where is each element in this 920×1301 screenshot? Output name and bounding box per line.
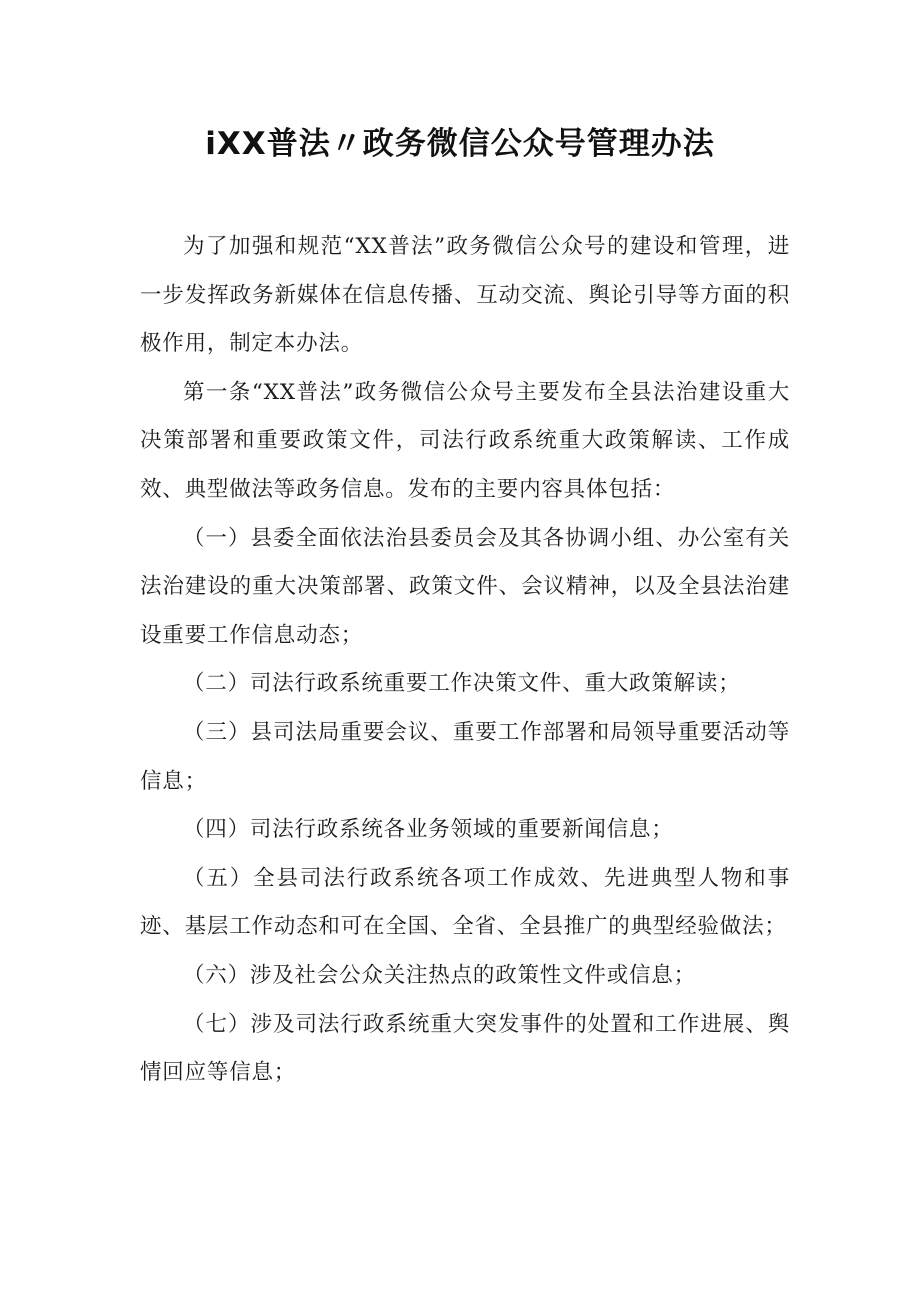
paragraph-intro: 为了加强和规范“XX普法”政务微信公众号的建设和管理，进一步发挥政务新媒体在信息传播、互动交流、舆论引导等方面的积极作用，制定本办法。: [140, 234, 790, 357]
paragraph-item-7: （七）涉及司法行政系统重大突发事件的处置和工作进展、舆情回应等信息；: [140, 1011, 790, 1086]
paragraph-item-2: （二）司法行政系统重要工作决策文件、重大政策解读；: [183, 671, 741, 697]
document-title: ⅰXX普法〃政务微信公众号管理办法: [205, 126, 715, 162]
paragraph-item-5: （五）全县司法行政系统各项工作成效、先进典型人物和事迹、基层工作动态和可在全国、全省、全县推广的典型经验做法；: [140, 865, 790, 940]
paragraph-item-4: （四）司法行政系统各业务领域的重要新闻信息；: [183, 817, 674, 843]
paragraph-article-1: 第一条“XX普法”政务微信公众号主要发布全县法治建设重大决策部署和重要政策文件，司法行政系统重大政策解读、工作成效、典型做法等政务信息。发布的主要内容具体包括：: [140, 379, 790, 502]
paragraph-item-6: （六）涉及社会公众关注热点的政策性文件或信息；: [183, 962, 696, 988]
paragraph-item-3: （三）县司法局重要会议、重要工作部署和局领导重要活动等信息；: [140, 719, 790, 794]
paragraph-item-1: （一）县委全面依法治县委员会及其各协调小组、办公室有关法治建设的重大决策部署、政策文件、会议精神，以及全县法治建设重要工作信息动态；: [140, 525, 790, 648]
document-body: [140, 223, 790, 1098]
